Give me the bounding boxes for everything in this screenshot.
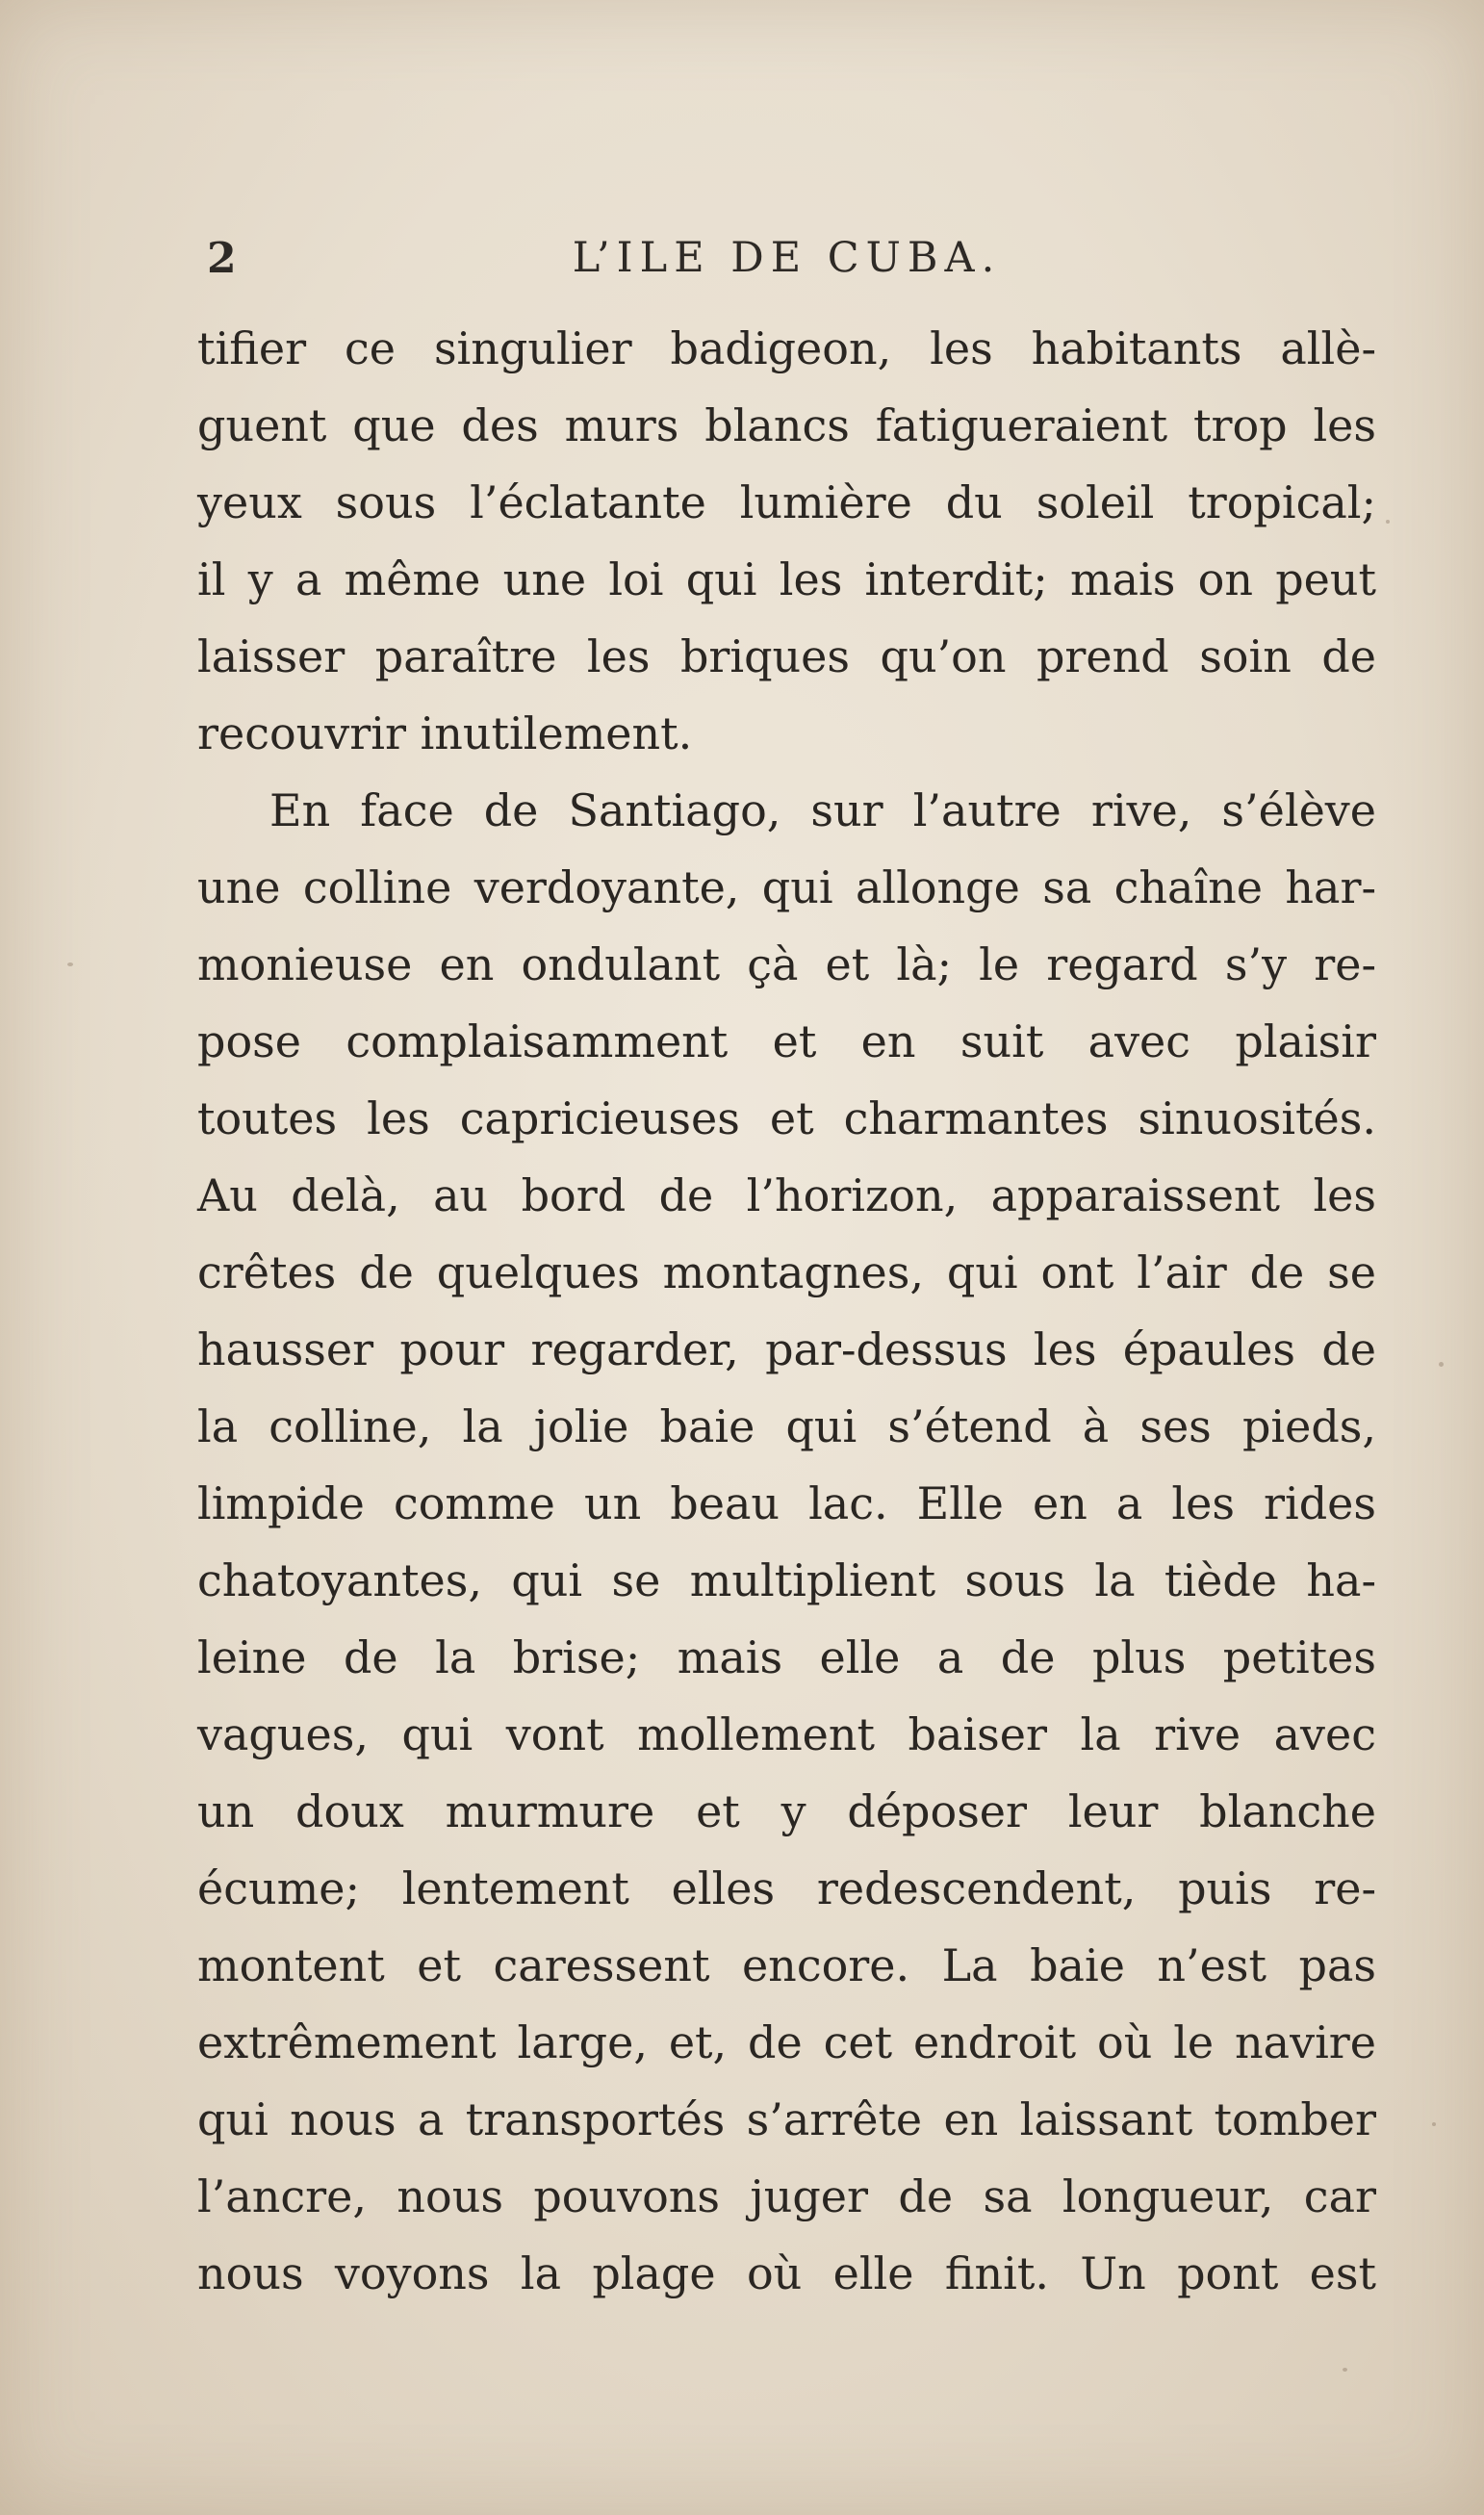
text-line: pose complaisamment et en suit avec plaisir bbox=[197, 1015, 1376, 1067]
text-line: recouvrir inutilement. bbox=[197, 707, 693, 759]
text-line: il y a même une loi qui les interdit; mais on peut bbox=[197, 553, 1376, 605]
paper-speck bbox=[1432, 2122, 1436, 2126]
text-line: écume; lentement elles redescendent, puis re- bbox=[197, 1862, 1376, 1914]
text-line: un doux murmure et y déposer leur blanche bbox=[197, 1785, 1376, 1837]
text-line: crêtes de quelques montagnes, qui ont l’air de se bbox=[197, 1246, 1376, 1298]
text-line: monieuse en ondulant çà et là; le regard s’y re- bbox=[197, 938, 1376, 990]
text-line: extrêmement large, et, de cet endroit où le navire bbox=[197, 2016, 1376, 2068]
paper-speck bbox=[1386, 520, 1390, 524]
running-title: L’ILE DE CUBA. bbox=[572, 234, 1002, 282]
paragraph-2 bbox=[197, 772, 1376, 2312]
page-header bbox=[197, 226, 1376, 294]
paper-speck bbox=[1343, 2368, 1347, 2372]
text-line: chatoyantes, qui se multiplient sous la tiède ha- bbox=[197, 1554, 1376, 1606]
text-line: qui nous a transportés s’arrête en laissant tomber bbox=[197, 2093, 1376, 2145]
text-line: la colline, la jolie baie qui s’étend à ses pieds, bbox=[197, 1400, 1376, 1452]
page-number: 2 bbox=[207, 234, 237, 283]
text-line: yeux sous l’éclatante lumière du soleil tropical; bbox=[197, 476, 1376, 528]
text-line: limpide comme un beau lac. Elle en a les rides bbox=[197, 1477, 1376, 1529]
text-line: toutes les capricieuses et charmantes sinuosités. bbox=[197, 1092, 1376, 1144]
paper-speck bbox=[67, 962, 73, 966]
text-line: Au delà, au bord de l’horizon, apparaissent les bbox=[197, 1169, 1376, 1221]
text-line: montent et caressent encore. La baie n’est pas bbox=[197, 1939, 1376, 1991]
text-line: En face de Santiago, sur l’autre rive, s’élève bbox=[269, 784, 1376, 836]
paragraph-1 bbox=[197, 310, 1376, 772]
text-line: tifier ce singulier badigeon, les habitants allè- bbox=[197, 322, 1376, 374]
text-line: une colline verdoyante, qui allonge sa chaîne har- bbox=[197, 861, 1376, 913]
paper-speck bbox=[1439, 1362, 1444, 1367]
text-line: leine de la brise; mais elle a de plus petites bbox=[197, 1631, 1376, 1683]
text-line: l’ancre, nous pouvons juger de sa longueur, car bbox=[197, 2170, 1376, 2222]
text-line: laisser paraître les briques qu’on prend soin de bbox=[197, 630, 1376, 682]
text-line: vagues, qui vont mollement baiser la rive avec bbox=[197, 1708, 1376, 1760]
text-line: guent que des murs blancs fatigueraient trop les bbox=[197, 399, 1376, 451]
text-line: nous voyons la plage où elle finit. Un pont est bbox=[197, 2247, 1376, 2299]
text-line: hausser pour regarder, par-dessus les épaules de bbox=[197, 1323, 1376, 1375]
body-text bbox=[197, 310, 1376, 2312]
